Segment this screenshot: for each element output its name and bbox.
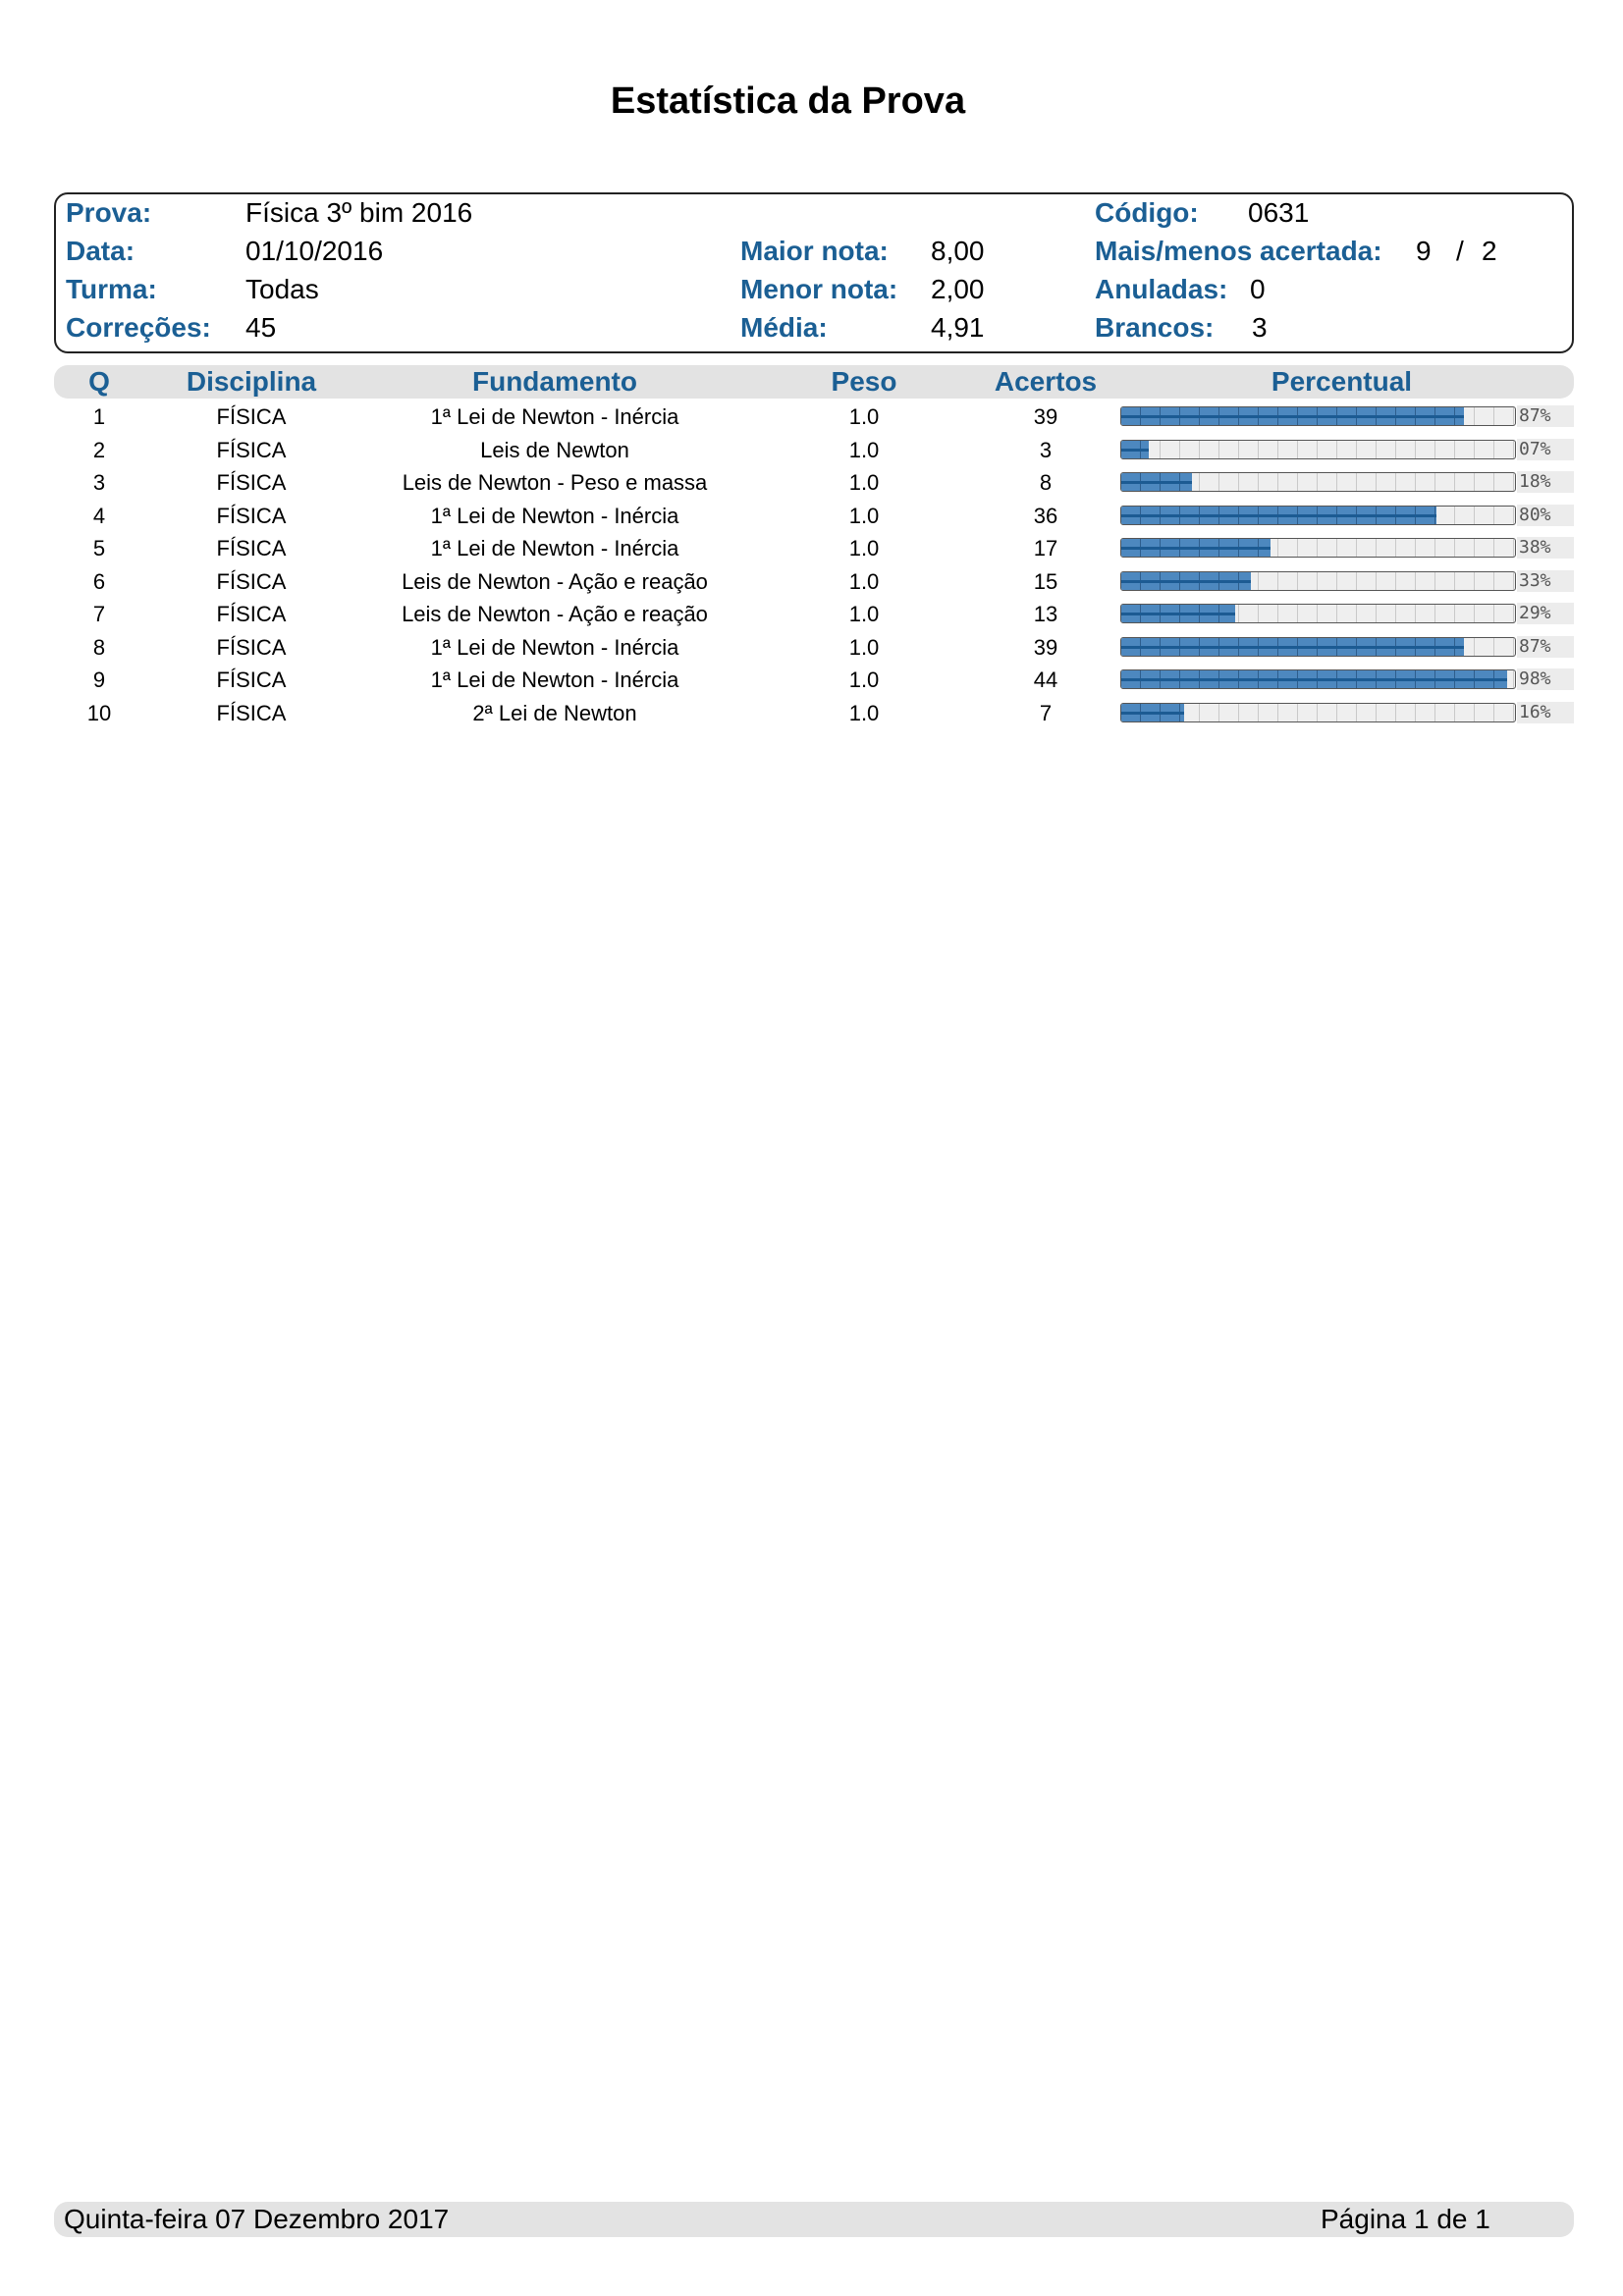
mais-acertada-value: 9 <box>1416 236 1432 266</box>
cell-peso: 1.0 <box>848 602 880 626</box>
data-value: 01/10/2016 <box>245 236 384 266</box>
cell-q: 9 <box>92 667 106 692</box>
table-header <box>54 365 1574 399</box>
percent-bar <box>1120 538 1516 558</box>
percent-bar <box>1120 440 1516 459</box>
percent-label: 18% <box>1517 471 1574 493</box>
cell-q: 2 <box>92 437 106 462</box>
maior-nota-value: 8,00 <box>931 236 985 266</box>
percent-label: 38% <box>1517 537 1574 559</box>
header-acertos: Acertos <box>994 366 1098 397</box>
cell-peso: 1.0 <box>848 536 880 561</box>
percent-bar <box>1120 571 1516 591</box>
cell-q: 4 <box>92 503 106 528</box>
maior-nota-label: Maior nota: <box>740 236 889 266</box>
cell-disciplina: FÍSICA <box>216 667 287 692</box>
percent-bar <box>1120 703 1516 722</box>
prova-label: Prova: <box>66 197 152 228</box>
percent-label: 98% <box>1517 668 1574 690</box>
percent-label: 87% <box>1517 405 1574 427</box>
media-label: Média: <box>740 312 828 343</box>
cell-q: 8 <box>92 634 106 660</box>
percent-label: 29% <box>1517 603 1574 624</box>
header-percentual: Percentual <box>1271 366 1413 397</box>
cell-fundamento: Leis de Newton - Peso e massa <box>402 470 708 495</box>
cell-peso: 1.0 <box>848 470 880 495</box>
table-row <box>54 598 1574 630</box>
mais-menos-separator: / <box>1456 236 1464 266</box>
cell-peso: 1.0 <box>848 634 880 660</box>
header-peso: Peso <box>831 366 897 397</box>
cell-acertos: 39 <box>1033 404 1058 429</box>
cell-q: 10 <box>86 700 112 725</box>
percent-label: 07% <box>1517 439 1574 460</box>
percent-bar <box>1120 406 1516 426</box>
cell-acertos: 15 <box>1033 568 1058 594</box>
cell-fundamento: Leis de Newton - Ação e reação <box>402 568 708 594</box>
table-row <box>54 664 1574 696</box>
percent-bar-fill <box>1121 638 1464 656</box>
menor-nota-value: 2,00 <box>931 274 985 304</box>
correcoes-value: 45 <box>245 312 277 343</box>
anuladas-label: Anuladas: <box>1095 274 1228 304</box>
percent-bar-fill <box>1121 407 1464 425</box>
table-row <box>54 631 1574 664</box>
cell-disciplina: FÍSICA <box>216 437 287 462</box>
header-fundamento: Fundamento <box>472 366 637 397</box>
cell-disciplina: FÍSICA <box>216 503 287 528</box>
percent-bar <box>1120 604 1516 623</box>
cell-acertos: 13 <box>1033 602 1058 626</box>
cell-peso: 1.0 <box>848 503 880 528</box>
cell-peso: 1.0 <box>848 568 880 594</box>
cell-acertos: 8 <box>1039 470 1053 495</box>
cell-disciplina: FÍSICA <box>216 404 287 429</box>
media-value: 4,91 <box>931 312 985 343</box>
percent-bar-fill <box>1121 441 1149 458</box>
cell-disciplina: FÍSICA <box>216 634 287 660</box>
table-row <box>54 532 1574 564</box>
codigo-label: Código: <box>1095 197 1199 228</box>
brancos-label: Brancos: <box>1095 312 1215 343</box>
percent-bar-fill <box>1121 473 1192 491</box>
percent-label: 16% <box>1517 702 1574 723</box>
percent-label: 80% <box>1517 505 1574 526</box>
cell-disciplina: FÍSICA <box>216 568 287 594</box>
percent-bar <box>1120 669 1516 689</box>
percent-bar <box>1120 472 1516 492</box>
table-row <box>54 466 1574 499</box>
percent-bar-fill <box>1121 704 1184 721</box>
cell-fundamento: Leis de Newton - Ação e reação <box>402 602 708 626</box>
header-q: Q <box>88 366 110 397</box>
table-row <box>54 400 1574 433</box>
cell-acertos: 17 <box>1033 536 1058 561</box>
footer-date: Quinta-feira 07 Dezembro 2017 <box>64 2204 450 2234</box>
percent-bar-fill <box>1121 572 1251 590</box>
table-row <box>54 500 1574 532</box>
cell-disciplina: FÍSICA <box>216 470 287 495</box>
cell-q: 5 <box>92 536 106 561</box>
cell-peso: 1.0 <box>848 667 880 692</box>
cell-acertos: 36 <box>1033 503 1058 528</box>
cell-acertos: 39 <box>1033 634 1058 660</box>
turma-label: Turma: <box>66 274 157 304</box>
data-label: Data: <box>66 236 135 266</box>
cell-peso: 1.0 <box>848 437 880 462</box>
cell-fundamento: 1ª Lei de Newton - Inércia <box>430 536 679 561</box>
percent-bar-fill <box>1121 507 1436 524</box>
anuladas-value: 0 <box>1250 274 1266 304</box>
cell-fundamento: 1ª Lei de Newton - Inércia <box>430 404 679 429</box>
codigo-value: 0631 <box>1248 197 1310 228</box>
prova-value: Física 3º bim 2016 <box>245 197 473 228</box>
turma-value: Todas <box>245 274 319 304</box>
cell-q: 3 <box>92 470 106 495</box>
cell-acertos: 7 <box>1039 700 1053 725</box>
cell-disciplina: FÍSICA <box>216 602 287 626</box>
table-row <box>54 565 1574 598</box>
cell-disciplina: FÍSICA <box>216 700 287 725</box>
cell-q: 6 <box>92 568 106 594</box>
cell-fundamento: 1ª Lei de Newton - Inércia <box>430 667 679 692</box>
cell-peso: 1.0 <box>848 404 880 429</box>
cell-fundamento: Leis de Newton <box>480 437 629 462</box>
cell-fundamento: 1ª Lei de Newton - Inércia <box>430 634 679 660</box>
cell-q: 7 <box>92 602 106 626</box>
percent-bar-fill <box>1121 670 1507 688</box>
cell-acertos: 3 <box>1039 437 1053 462</box>
percent-bar <box>1120 637 1516 657</box>
menos-acertada-value: 2 <box>1482 236 1497 266</box>
percent-bar <box>1120 506 1516 525</box>
percent-bar-fill <box>1121 539 1271 557</box>
table-row <box>54 697 1574 729</box>
brancos-value: 3 <box>1252 312 1268 343</box>
menor-nota-label: Menor nota: <box>740 274 898 304</box>
page-footer <box>54 2202 1574 2237</box>
percent-label: 33% <box>1517 570 1574 592</box>
mais-menos-label: Mais/menos acertada: <box>1095 236 1382 266</box>
cell-acertos: 44 <box>1033 667 1058 692</box>
cell-disciplina: FÍSICA <box>216 536 287 561</box>
percent-bar-fill <box>1121 605 1235 622</box>
cell-peso: 1.0 <box>848 700 880 725</box>
cell-q: 1 <box>92 404 106 429</box>
cell-fundamento: 2ª Lei de Newton <box>472 700 637 725</box>
cell-fundamento: 1ª Lei de Newton - Inércia <box>430 503 679 528</box>
footer-page-number: Página 1 de 1 <box>1321 2204 1490 2234</box>
exam-info-box <box>54 192 1574 353</box>
percent-label: 87% <box>1517 636 1574 658</box>
correcoes-label: Correções: <box>66 312 211 343</box>
page-title: Estatística da Prova <box>610 80 966 122</box>
header-disciplina: Disciplina <box>186 366 317 397</box>
table-row <box>54 434 1574 466</box>
